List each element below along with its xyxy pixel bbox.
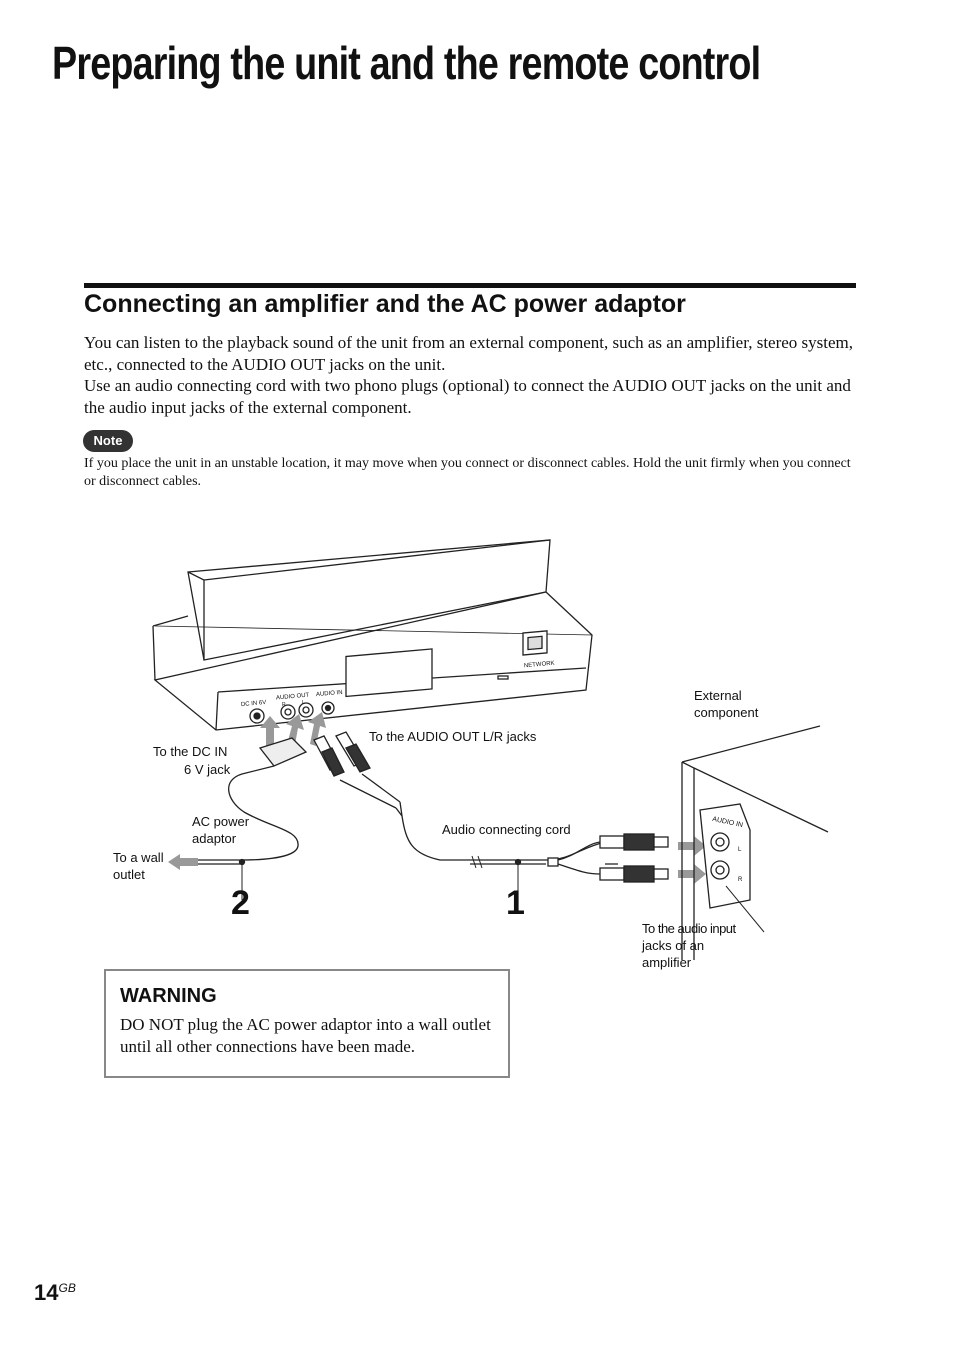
panel-r-text: R (282, 702, 286, 708)
warning-text: DO NOT plug the AC power adaptor into a wall outlet until all other connections have been made. (120, 1015, 491, 1056)
note-text: If you place the unit in an unstable location, it may move when you connect or disconnect cables. Hold the unit firmly when you connect or disconnect cables. (84, 456, 851, 489)
section-heading: Connecting an amplifier and the AC power adaptor (84, 290, 686, 318)
panel-dc-in-text: DC IN 6V (240, 699, 267, 709)
wall-outlet-label-line1: To a wall (113, 850, 164, 865)
connection-diagram (100, 530, 860, 970)
step-2-number: 2 (231, 884, 250, 922)
page-number-value: 14 (34, 1280, 59, 1305)
ac-adaptor-label-line2: adaptor (192, 831, 237, 846)
audio-cord-label: Audio connecting cord (442, 822, 571, 837)
note-badge: Note (83, 430, 133, 452)
page-number (34, 1280, 76, 1306)
panel-audio-out-text: AUDIO OUT (275, 692, 310, 702)
warning-title: WARNING (120, 985, 217, 1007)
panel-network-text: NETWORK (523, 660, 555, 670)
external-component-label-line1: External (694, 688, 742, 703)
audio-input-label-line2: jacks of an (642, 938, 705, 953)
amp-r-text: R (738, 877, 743, 883)
page-number-suffix: GB (58, 1281, 76, 1295)
intro-paragraph: You can listen to the playback sound of the unit from an external component, such as an amplifier, stereo system, etc., connected to the AUDIO OUT jacks on the unit. (84, 333, 854, 374)
ac-adaptor-label-line1: AC power (192, 814, 250, 829)
audio-input-label-line3: amplifier (642, 955, 692, 970)
instruction-paragraph: Use an audio connecting cord with two phono plugs (optional) to connect the AUDIO OUT jacks on the unit and the audio input jacks of the external component. (84, 376, 851, 417)
panel-l-text: L (302, 700, 305, 706)
amp-plug-top (600, 836, 624, 848)
amp-l-text: L (738, 847, 742, 853)
wall-outlet-label-line2: outlet (113, 867, 145, 882)
step-1-number: 1 (506, 884, 525, 922)
dc-in-label-line1: To the DC IN (153, 744, 228, 759)
wall-outlet-arrow (168, 854, 198, 870)
section-rule (84, 283, 856, 288)
audio-out-label: To the AUDIO OUT L/R jacks (369, 729, 537, 744)
panel-audio-in-text: AUDIO IN (315, 689, 343, 699)
external-component-label-line2: component (694, 705, 759, 720)
warning-box (104, 969, 510, 1078)
page-title: Preparing the unit and the remote control (52, 37, 761, 89)
audio-input-label-line1: To the audio input (642, 921, 736, 936)
dc-in-label-line2: 6 V jack (184, 762, 231, 777)
panel-plate (346, 649, 432, 697)
amp-audio-in-text: AUDIO IN (711, 815, 744, 830)
amp-plug-bottom (600, 868, 624, 880)
